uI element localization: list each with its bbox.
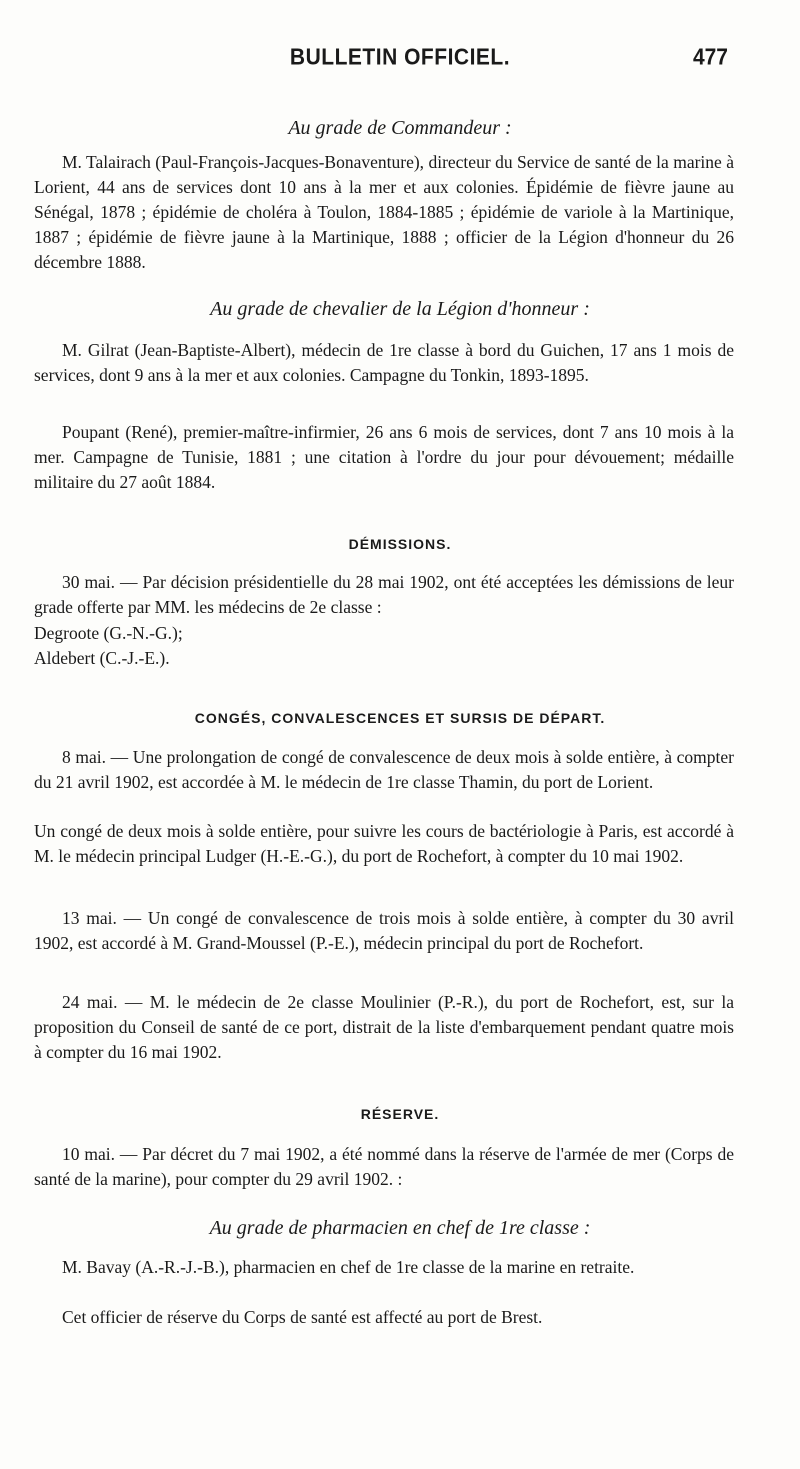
heading-reserve: RÉSERVE. bbox=[360, 1106, 440, 1122]
heading-demissions: DÉMISSIONS. bbox=[348, 536, 452, 552]
paragraph-talairach: M. Talairach (Paul-François-Jacques-Bonaventure), directeur du Service de santé de la marine à Lorient, 44 ans de services dont 10 ans à la mer et aux colonies. Épidémie de fièvre jaune au Sénégal, 1878 ; épidémie de choléra à Toulon, 1884-1885 ; épidémie de variole à la Martinique, 1887 ; épidémie de fièvre jaune à la Martinique, 1888 ; officier de la Légion d'honneur du 26 décembre 1888. bbox=[34, 152, 734, 272]
heading-pharmacien: Au grade de pharmacien en chef de 1re classe : bbox=[209, 1217, 591, 1239]
paragraph-bavay: M. Bavay (A.-R.-J.-B.), pharmacien en chef de 1re classe de la marine en retraite. bbox=[62, 1257, 635, 1277]
paragraph-ludger: Un congé de deux mois à solde entière, pour suivre les cours de bactériologie à Paris, est accordé à M. le médecin principal Ludger (H.-E.-G.), du port de Rochefort, à compter du 10 mai 1902. bbox=[34, 821, 734, 866]
paragraph-grand-moussel: 13 mai. — Un congé de convalescence de trois mois à solde entière, à compter du 30 avril 1902, est accordé à M. Grand-Moussel (P.-E.), médecin principal du port de Rochefort. bbox=[34, 908, 734, 953]
paragraph-thamin: 8 mai. — Une prolongation de congé de convalescence de deux mois à solde entière, à compter du 21 avril 1902, est accordée à M. le médecin de 1re classe Thamin, du port de Lorient. bbox=[34, 747, 734, 792]
paragraph-poupant: Poupant (René), premier-maître-infirmier, 26 ans 6 mois de services, dont 7 ans 10 mois à la mer. Campagne de Tunisie, 1881 ; une citation à l'ordre du jour pour dévouement; médaille militaire du 27 août 1884. bbox=[34, 422, 734, 492]
paragraph-reserve-decret: 10 mai. — Par décret du 7 mai 1902, a été nommé dans la réserve de l'armée de mer (Corps de santé de la marine), pour compter du 29 avril 1902. : bbox=[34, 1144, 734, 1189]
heading-chevalier: Au grade de chevalier de la Légion d'honneur : bbox=[210, 298, 590, 320]
paragraph-affectation: Cet officier de réserve du Corps de santé est affecté au port de Brest. bbox=[62, 1307, 543, 1327]
paragraph-moulinier: 24 mai. — M. le médecin de 2e classe Moulinier (P.-R.), du port de Rochefort, est, sur la proposition du Conseil de santé de ce port, distrait de la liste d'embarquement pendant quatre mois à compter du 16 mai 1902. bbox=[34, 992, 734, 1062]
paragraph-gilrat: M. Gilrat (Jean-Baptiste-Albert), médecin de 1re classe à bord du Guichen, 17 ans 1 mois de services, dont 9 ans à la mer et aux colonies. Campagne du Tonkin, 1893-1895. bbox=[34, 340, 734, 385]
heading-commandeur: Au grade de Commandeur : bbox=[288, 117, 512, 139]
heading-conges: CONGÉS, CONVALESCENCES ET SURSIS DE DÉPART. bbox=[194, 710, 606, 726]
page-number: 477 bbox=[692, 44, 728, 71]
demission-aldebert: Aldebert (C.-J.-E.). bbox=[34, 648, 170, 668]
demission-degroote: Degroote (G.-N.-G.); bbox=[34, 623, 183, 643]
paragraph-demissions: 30 mai. — Par décision présidentielle du 28 mai 1902, ont été acceptées les démissions de leur grade offerte par MM. les médecins de 2e classe : bbox=[34, 572, 734, 617]
running-title: BULLETIN OFFICIEL. bbox=[289, 44, 511, 71]
